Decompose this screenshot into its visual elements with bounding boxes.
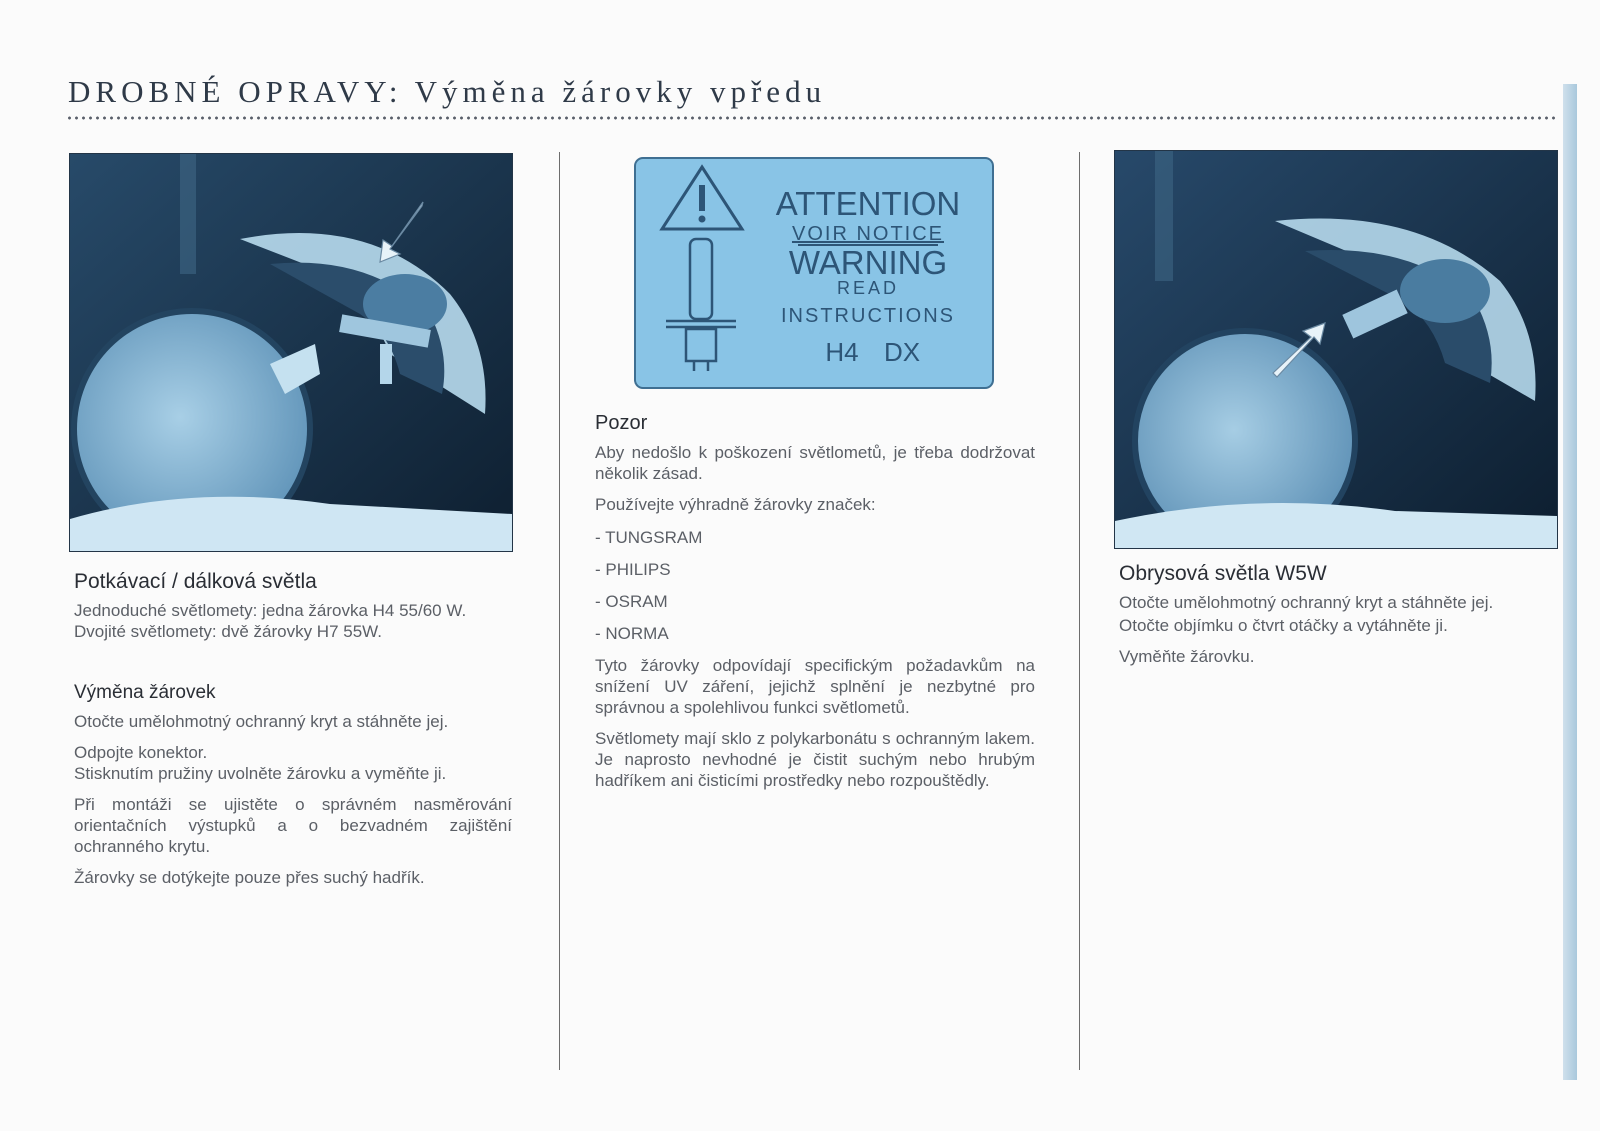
brand-instruction: Používejte výhradně žárovky značek: bbox=[595, 495, 876, 514]
page-edge-shadow bbox=[1563, 84, 1577, 1080]
step-rotate-cover: Otočte umělohmotný ochranný kryt a stáhněte jej. bbox=[74, 712, 449, 731]
step-replace-bulb: Vyměňte žárovku. bbox=[1119, 647, 1255, 666]
left-column-text bbox=[74, 571, 512, 898]
step-handling-note: Žárovky se dotýkejte pouze přes suchý hadřík. bbox=[74, 868, 425, 887]
column-divider-left bbox=[559, 152, 560, 1070]
center-column-text bbox=[595, 413, 1035, 801]
label-h4: H4 bbox=[825, 337, 859, 367]
uv-requirements: Tyto žárovky odpovídají specifickým požadavkům na snížení UV záření, jejichž splnění je nezbytné pro správnou a spolehlivou funkci světlometů. bbox=[595, 656, 1035, 717]
step-disconnect: Odpojte konektor. bbox=[74, 743, 208, 762]
brand-item: - OSRAM bbox=[595, 592, 668, 611]
heading-main-beam: Potkávací / dálková světla bbox=[74, 570, 317, 593]
single-headlight-spec: Jednoduché světlomety: jedna žárovka H4 55/60 W. bbox=[74, 601, 467, 620]
bulb-warning-label bbox=[634, 157, 994, 389]
dual-headlight-spec: Dvojité světlomety: dvě žárovky H7 55W. bbox=[74, 622, 383, 641]
heading-sidelights: Obrysová světla W5W bbox=[1119, 562, 1327, 585]
label-dx: DX bbox=[883, 337, 921, 367]
caution-intro: Aby nedošlo k poškození světlometů, je třeba dodržovat několik zásad. bbox=[595, 443, 1035, 483]
label-voir-notice: VOIR NOTICE bbox=[791, 223, 945, 245]
label-instructions: INSTRUCTIONS bbox=[781, 305, 955, 327]
headlight-photo-main-beam bbox=[69, 153, 513, 552]
label-read: READ bbox=[836, 278, 900, 298]
brand-item: - PHILIPS bbox=[595, 560, 671, 579]
column-divider-right bbox=[1079, 152, 1080, 1070]
polycarbonate-note: Světlomety mají sklo z polykarbonátu s ochranným lakem. Je naprosto nevhodné je čistit suchým nebo hrubým hadříkem ani čisticími prostředky nebo rozpouštědly. bbox=[595, 729, 1035, 790]
label-attention: ATTENTION bbox=[775, 185, 961, 222]
right-column-text bbox=[1119, 563, 1557, 677]
step-rotate-holder: Otočte objímku o čtvrt otáčky a vytáhněte ji. bbox=[1119, 616, 1448, 635]
warning-triangle-icon bbox=[662, 167, 742, 229]
heading-caution: Pozor bbox=[595, 412, 648, 434]
label-warning: WARNING bbox=[788, 244, 948, 281]
step-mounting-note: Při montáži se ujistěte o správném nasměrování orientačních výstupků a o bezvadném zajištění ochranného krytu. bbox=[74, 795, 512, 856]
headlight-photo-sidelight bbox=[1114, 150, 1558, 549]
heading-bulb-replacement: Výměna žárovek bbox=[74, 682, 216, 703]
step-release-spring: Stisknutím pružiny uvolněte žárovku a vyměňte ji. bbox=[74, 764, 447, 783]
brand-item: - NORMA bbox=[595, 624, 669, 643]
brand-item: - TUNGSRAM bbox=[595, 528, 703, 547]
halogen-bulb-icon bbox=[666, 239, 736, 371]
page-title: DROBNÉ OPRAVY: Výměna žárovky vpředu bbox=[68, 74, 827, 109]
title-dotted-rule bbox=[66, 116, 1558, 120]
step-rotate-cover-right: Otočte umělohmotný ochranný kryt a stáhněte jej. bbox=[1119, 593, 1494, 612]
brand-list bbox=[595, 527, 1035, 644]
